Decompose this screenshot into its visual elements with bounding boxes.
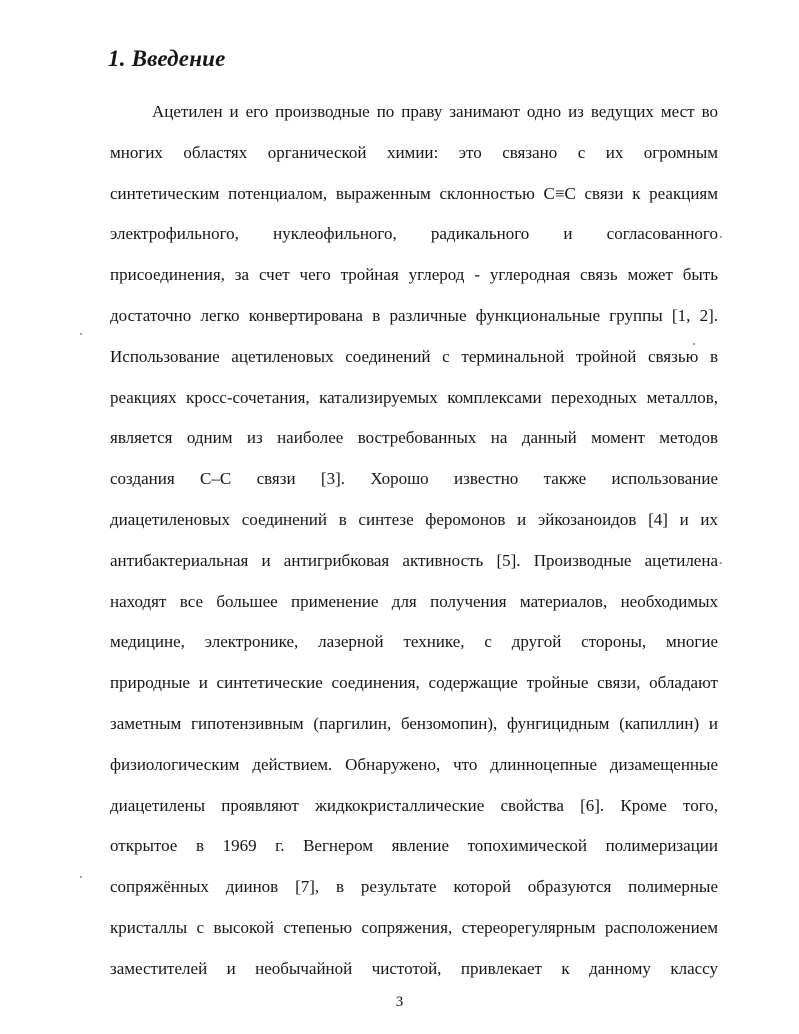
text-line: синтетическим потенциалом, выраженным склонностью C≡C связи к реакциям xyxy=(110,183,718,203)
text-line: медицине, электронике, лазерной технике, с другой стороны, многие xyxy=(110,632,718,652)
text-line: физиологическим действием. Обнаружено, что длинноцепные дизамещенные xyxy=(110,754,718,774)
text-line: является одним из наиболее востребованных на данный момент методов xyxy=(110,428,718,448)
scan-speck xyxy=(720,562,722,564)
scan-speck xyxy=(720,236,722,238)
text-line: диацетиленовых соединений в синтезе феромонов и эйкозаноидов [4] и их xyxy=(110,509,718,529)
text-line: заметным гипотензивным (паргилин, бензомопин), фунгицидным (капиллин) и xyxy=(110,713,718,733)
text-line: природные и синтетические соединения, содержащие тройные связи, обладают xyxy=(110,673,718,693)
text-line: сопряжённых диинов [7], в результате которой образуются полимерные xyxy=(110,877,718,897)
text-line: достаточно легко конвертирована в различные функциональные группы [1, 2]. xyxy=(110,305,718,325)
scan-speck xyxy=(693,343,695,345)
text-line: антибактериальная и антигрибковая активность [5]. Производные ацетилена xyxy=(110,550,718,570)
scan-speck xyxy=(80,333,82,335)
text-line: присоединения, за счет чего тройная углерод - углеродная связь может быть xyxy=(110,265,718,285)
text-line: Использование ацетиленовых соединений с терминальной тройной связью в xyxy=(110,346,718,366)
text-line: находят все большее применение для получения материалов, необходимых xyxy=(110,591,718,611)
text-line: многих областях органической химии: это связано с их огромным xyxy=(110,142,718,162)
text-line: создания C–C связи [3]. Хорошо известно также использование xyxy=(110,469,718,489)
text-line: реакциях кросс-сочетания, катализируемых комплексами переходных металлов, xyxy=(110,387,718,407)
body-paragraph xyxy=(110,100,718,998)
page-number: 3 xyxy=(395,994,404,1010)
text-line: диацетилены проявляют жидкокристаллические свойства [6]. Кроме того, xyxy=(110,795,718,815)
text-line: открытое в 1969 г. Вегнером явление топохимической полимеризации xyxy=(110,836,718,856)
text-line: Ацетилен и его производные по праву занимают одно из ведущих мест во xyxy=(152,102,718,121)
text-line: кристаллы с высокой степенью сопряжения, стереорегулярным расположением xyxy=(110,917,718,937)
text-line: заместителей и необычайной чистотой, привлекает к данному классу xyxy=(110,958,718,978)
scan-speck xyxy=(80,876,82,878)
section-heading: 1. Введение xyxy=(108,46,226,71)
text-line: электрофильного, нуклеофильного, радикального и согласованного xyxy=(110,224,718,244)
